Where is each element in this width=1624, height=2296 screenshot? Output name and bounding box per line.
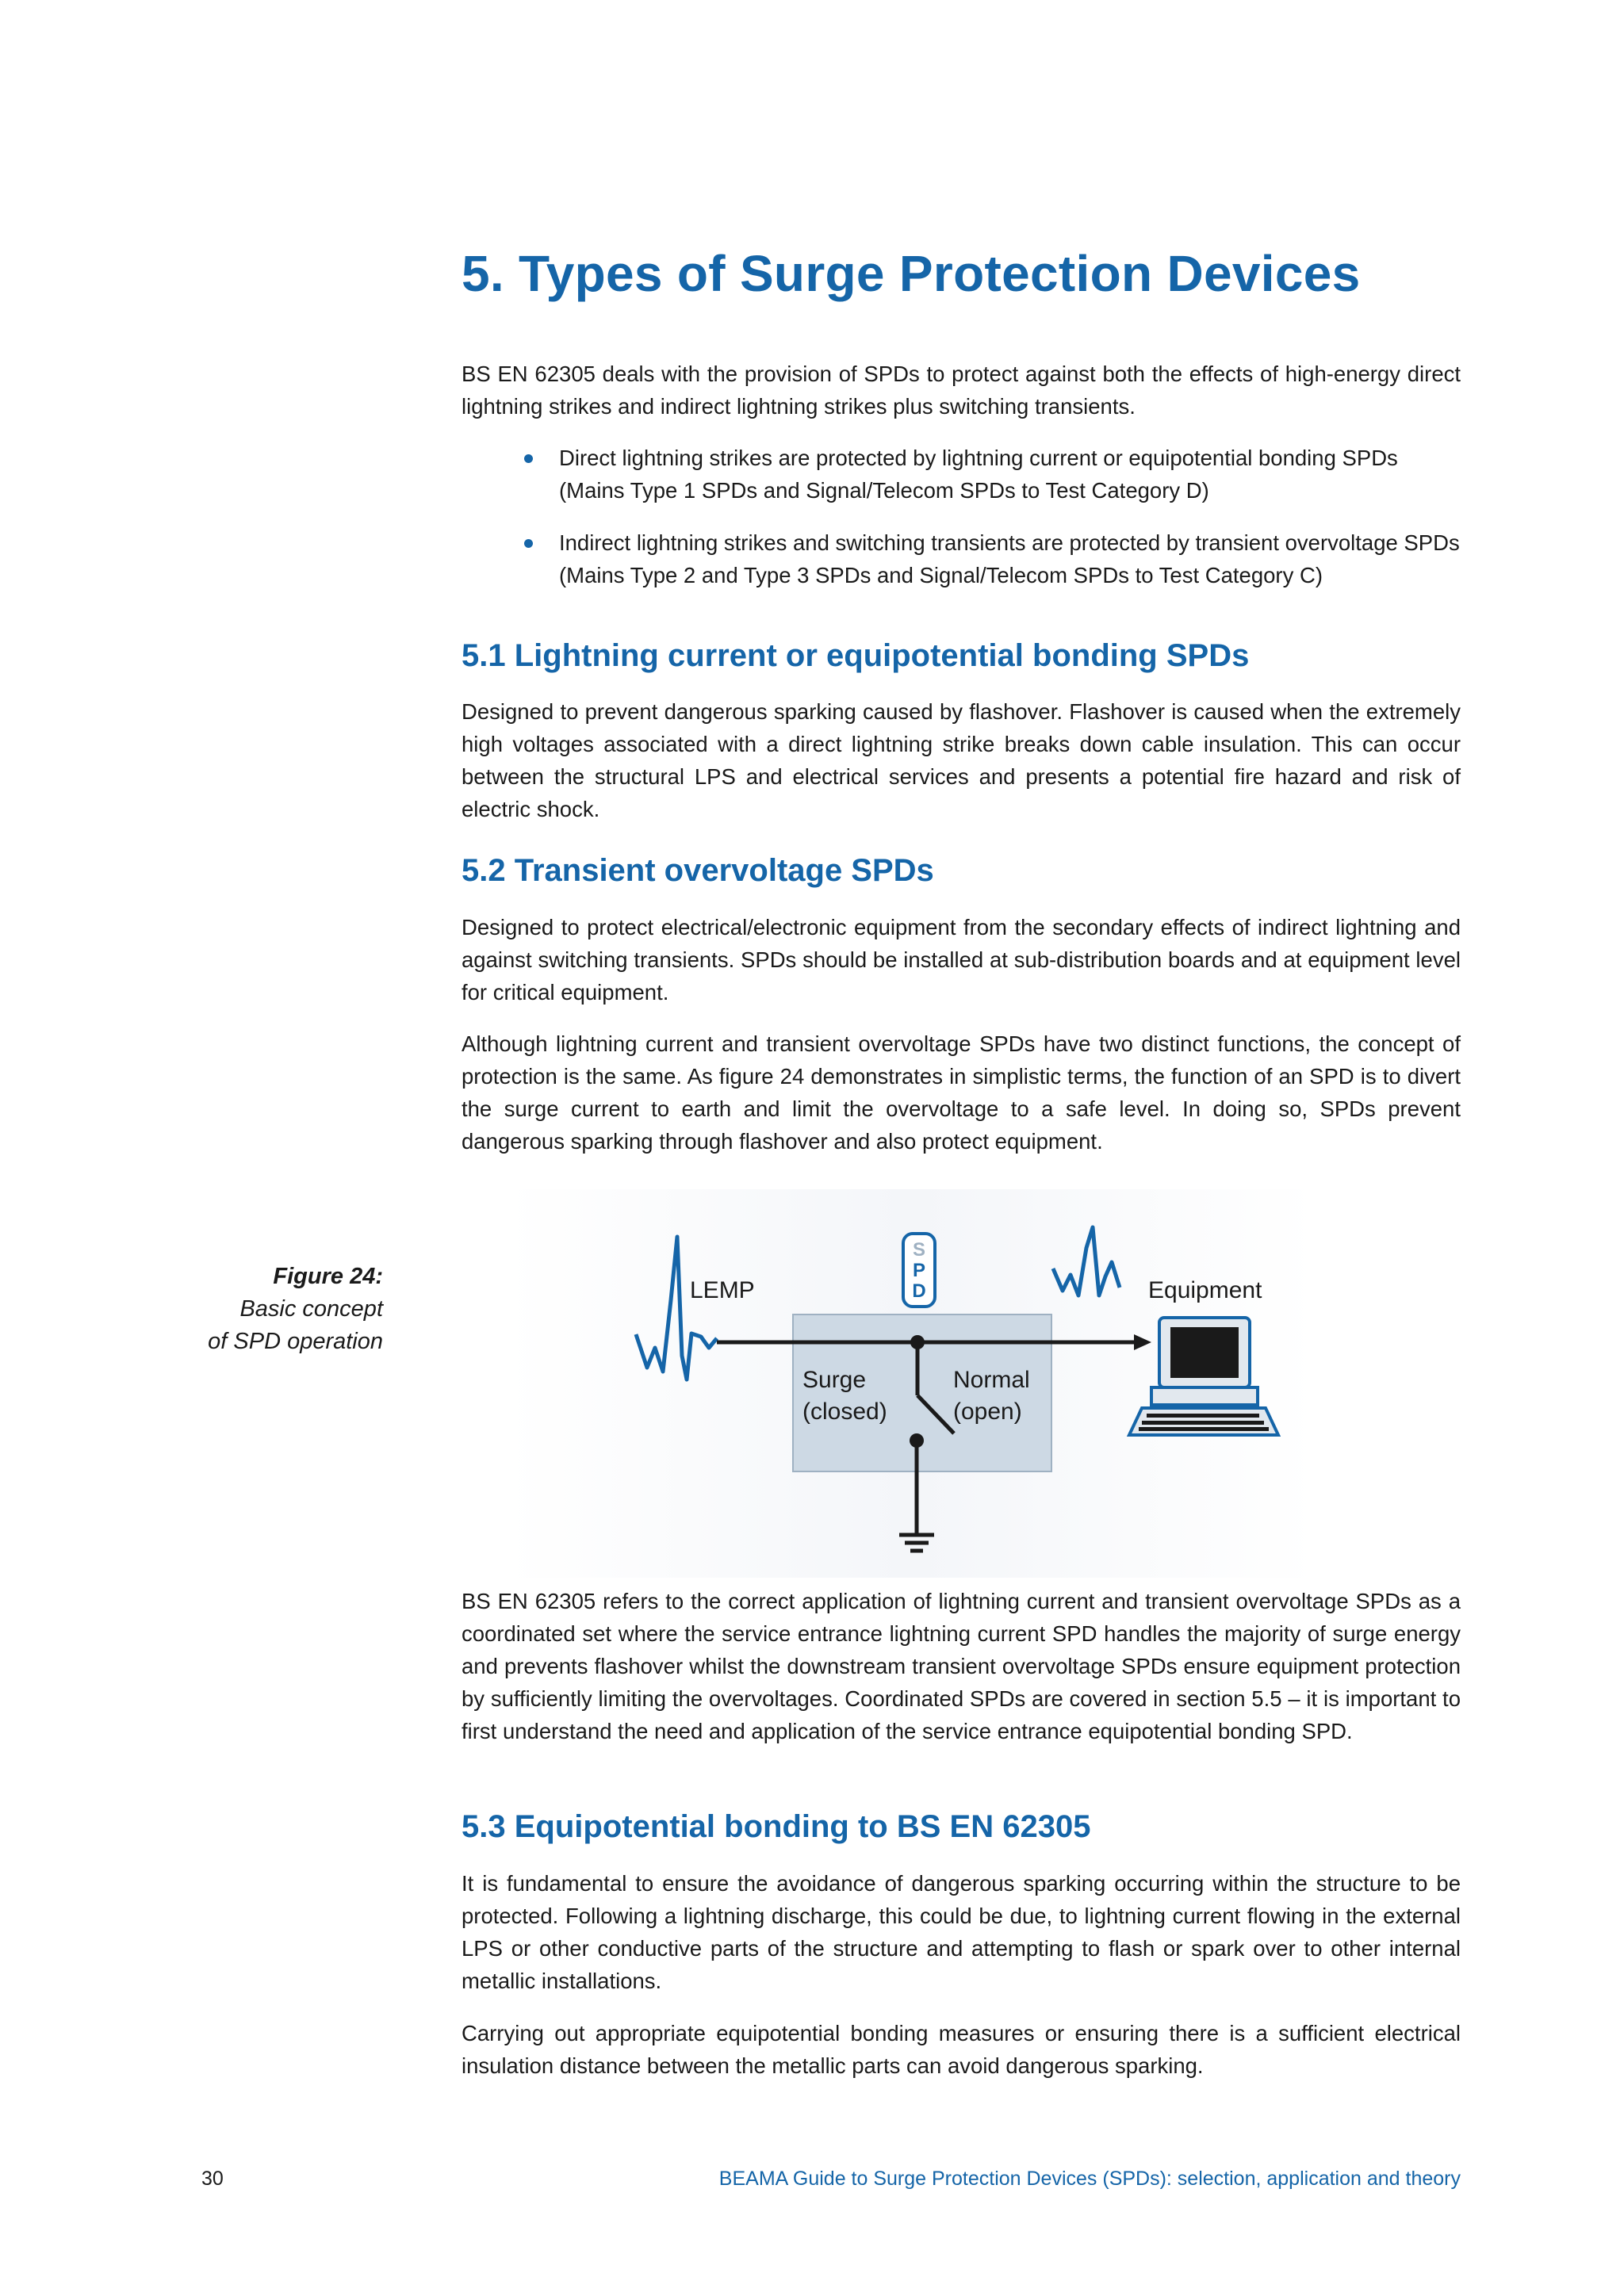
open-label: (open) (953, 1399, 1022, 1425)
bullet-item: Direct lightning strikes are protected by lightning current or equipotential bonding SPDs (Mains Type 1 SPDs and Signal/Telecom SPDs to Test Category D) (559, 442, 1461, 507)
figure-label: Figure 24: (273, 1264, 383, 1289)
figure-caption-line-2: of SPD operation (208, 1329, 383, 1354)
normal-label: Normal (953, 1367, 1030, 1393)
section-5-2-heading: 5.2 Transient overvoltage SPDs (462, 853, 934, 888)
section-5-3-paragraph-1: It is fundamental to ensure the avoidance of dangerous sparking occurring within the structure to be protected. Following a lightning discharge, this could be due, to lightning current flowing in the external LPS or other conductive parts of the structure and attempting to flash or spark over to other internal metallic installations. (462, 1871, 1461, 1993)
spd-badge-letter-s: S (912, 1239, 926, 1261)
section-5-3-heading: 5.3 Equipotential bonding to BS EN 62305 (462, 1809, 1091, 1844)
spd-badge-letter-p: P (912, 1260, 926, 1281)
lemp-label: LEMP (690, 1277, 755, 1303)
section-5-1-paragraph: Designed to prevent dangerous sparking caused by flashover. Flashover is caused when the extremely high voltages associated with a direct lightning strike breaks down cable insulation. This can occur between the structural LPS and electrical services and presents a potential fire hazard and risk of electric shock. (462, 699, 1461, 821)
bullet-dot-icon (524, 539, 533, 548)
bullet-item: Indirect lightning strikes and switching transients are protected by transient overvoltage SPDs (Mains Type 2 and Type 3 SPDs and Signal/Telecom SPDs to Test Category C) (559, 526, 1461, 591)
spd-diagram (508, 1189, 1316, 1578)
after-figure-paragraph: BS EN 62305 refers to the correct application of lightning current and transient overvoltage SPDs as a coordinated set where the service entrance lightning current SPD handles the majority of surge energy and prevents flashover whilst the downstream transient overvoltage SPDs ensure equipment protection by sufficiently limiting the overvoltages. Coordinated SPDs are covered in section 5.5 – it is important to first understand the need and application of the service entrance equipotential bonding SPD. (462, 1589, 1461, 1743)
section-5-2-paragraph-2: Although lightning current and transient overvoltage SPDs have two distinct functions, the concept of protection is the same. As figure 24 demonstrates in simplistic terms, the function of an SPD is to divert the surge current to earth and limit the overvoltage to a safe level. In doing so, SPDs prevent dangerous sparking through flashover and also protect equipment. (462, 1031, 1461, 1154)
figure-caption-line-1: Basic concept (239, 1296, 383, 1322)
page-number: 30 (201, 2168, 224, 2190)
closed-label: (closed) (802, 1399, 887, 1425)
surge-label: Surge (802, 1367, 867, 1393)
section-5-2-paragraph-1: Designed to protect electrical/electronic equipment from the secondary effects of indirect lightning and against switching transients. SPDs should be installed at sub-distribution boards and at equipment level for critical equipment. (462, 915, 1461, 1004)
page-title: 5. Types of Surge Protection Devices (462, 245, 1361, 302)
spd-badge-letter-d: D (912, 1280, 926, 1302)
intro-paragraph: BS EN 62305 deals with the provision of SPDs to protect against both the effects of high-energy direct lightning strikes and indirect lightning strikes plus switching transients. (462, 362, 1461, 419)
footer-text: BEAMA Guide to Surge Protection Devices (SPDs): selection, application and theory (718, 2168, 1461, 2190)
figure-caption (208, 1261, 383, 1358)
section-5-1-heading: 5.1 Lightning current or equipotential bonding SPDs (462, 638, 1250, 673)
bullet-list (559, 442, 1461, 611)
section-5-3-paragraph-2: Carrying out appropriate equipotential bonding measures or ensuring there is a sufficient electrical insulation distance between the metallic parts can avoid dangerous sparking. (462, 2021, 1461, 2078)
equipment-label: Equipment (1148, 1277, 1262, 1303)
bullet-dot-icon (524, 454, 533, 463)
